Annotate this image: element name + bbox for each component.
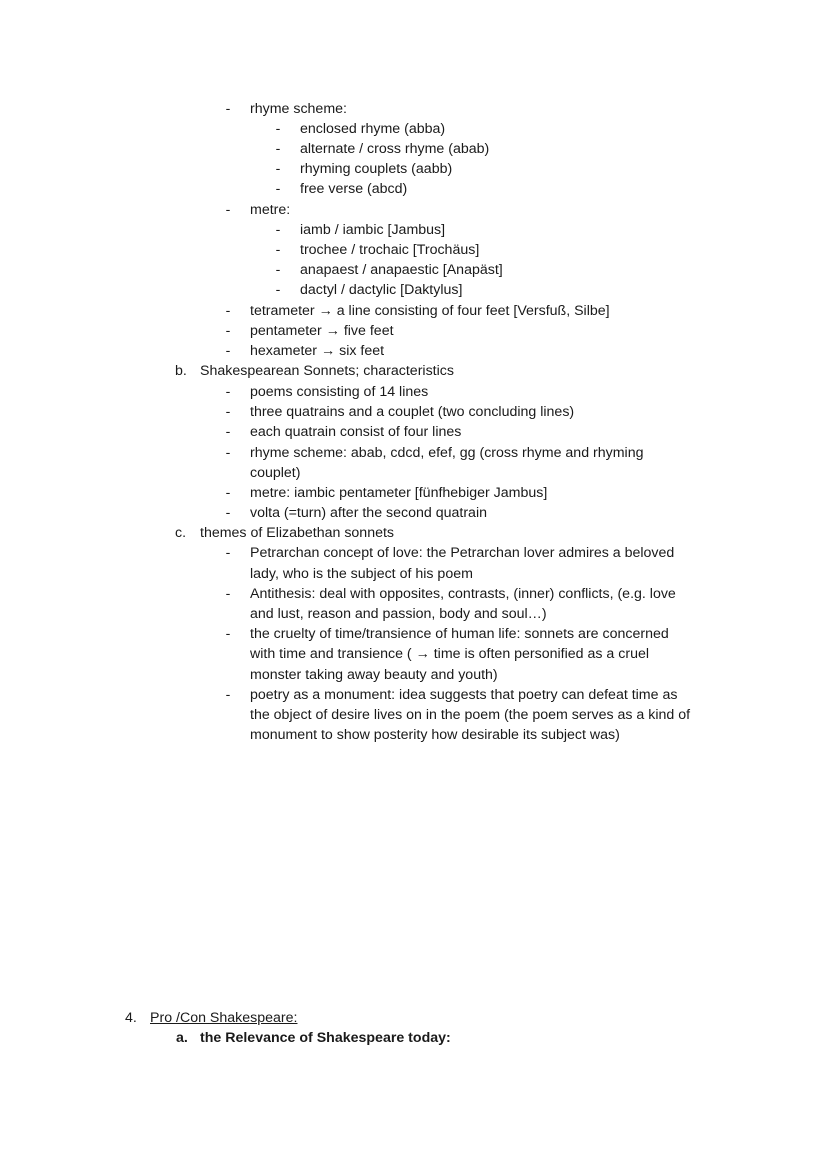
section-b-heading — [0, 361, 828, 381]
bullet-dash: - — [225, 404, 231, 420]
bullet-dash: - — [275, 222, 281, 238]
list-item-text: hexameter → six feet — [250, 343, 385, 359]
sub-list-item — [0, 220, 828, 240]
bullet-dash: - — [275, 161, 281, 177]
list-item-continuation — [0, 644, 828, 664]
list-item — [0, 341, 828, 361]
sub-list-item — [0, 280, 828, 300]
list-item-continuation — [0, 665, 828, 685]
sub-list-item — [0, 260, 828, 280]
list-item-text: dactyl / dactylic [Daktylus] — [300, 282, 463, 298]
list-item — [0, 503, 828, 523]
sub-list-item — [0, 179, 828, 199]
list-item — [0, 443, 828, 463]
bullet-dash: - — [225, 424, 231, 440]
list-item-continuation — [0, 604, 828, 624]
list-marker: 4. — [125, 1010, 137, 1026]
heading-text: Shakespearean Sonnets; characteristics — [200, 363, 454, 379]
list-item-text: anapaest / anapaestic [Anapäst] — [300, 262, 503, 278]
list-item — [0, 543, 828, 563]
list-item-continuation — [0, 725, 828, 745]
list-item-text: iamb / iambic [Jambus] — [300, 222, 446, 238]
list-item-text: metre: iambic pentameter [fünfhebiger Jambus] — [250, 485, 548, 501]
list-item — [0, 584, 828, 604]
list-item-text: lady, who is the subject of his poem — [250, 566, 473, 582]
bullet-dash: - — [275, 282, 281, 298]
list-item — [0, 483, 828, 503]
bullet-dash: - — [225, 384, 231, 400]
bullet-dash: - — [225, 586, 231, 602]
heading-text: the Relevance of Shakespeare today: — [200, 1030, 451, 1046]
list-item — [0, 422, 828, 442]
bullet-dash: - — [225, 687, 231, 703]
list-item-text: enclosed rhyme (abba) — [300, 121, 446, 137]
bullet-dash: - — [275, 242, 281, 258]
bullet-dash: - — [275, 262, 281, 278]
list-item-text: poems consisting of 14 lines — [250, 384, 429, 400]
list-item-text: poetry as a monument: idea suggests that poetry can defeat time as — [250, 687, 678, 703]
section-title: Pro /Con Shakespeare: — [150, 1010, 298, 1026]
list-item-text: and lust, reason and passion, body and soul…) — [250, 606, 547, 622]
sub-list-item — [0, 159, 828, 179]
list-item-text: pentameter → five feet — [250, 323, 394, 339]
list-item-label: metre: — [250, 202, 291, 218]
section-4-heading — [0, 1008, 828, 1028]
list-item-text: alternate / cross rhyme (abab) — [300, 141, 490, 157]
list-item-metre — [0, 200, 828, 220]
list-item — [0, 301, 828, 321]
heading-text: themes of Elizabethan sonnets — [200, 525, 395, 541]
bullet-dash: - — [225, 202, 231, 218]
list-item-text: three quatrains and a couplet (two concluding lines) — [250, 404, 575, 420]
list-item-text: monster taking away beauty and youth) — [250, 667, 498, 683]
section-c-heading — [0, 523, 828, 543]
list-marker: a. — [176, 1030, 188, 1046]
list-item-text: monument to show posterity how desirable its subject was) — [250, 727, 620, 743]
list-item-rhyme-scheme — [0, 99, 828, 119]
sub-list-item — [0, 240, 828, 260]
list-item — [0, 402, 828, 422]
sub-list-item — [0, 139, 828, 159]
list-item-text: Petrarchan concept of love: the Petrarchan lover admires a beloved — [250, 545, 675, 561]
list-item-text: the cruelty of time/transience of human life: sonnets are concerned — [250, 626, 669, 642]
bullet-dash: - — [225, 445, 231, 461]
list-item-text: rhyme scheme: abab, cdcd, efef, gg (cross rhyme and rhyming — [250, 445, 644, 461]
bullet-dash: - — [275, 121, 281, 137]
bullet-dash: - — [275, 141, 281, 157]
list-item-continuation — [0, 705, 828, 725]
list-item-text: couplet) — [250, 465, 301, 481]
list-item-continuation — [0, 564, 828, 584]
bullet-dash: - — [225, 303, 231, 319]
list-item-text: Antithesis: deal with opposites, contrasts, (inner) conflicts, (e.g. love — [250, 586, 676, 602]
list-item-continuation — [0, 463, 828, 483]
list-item — [0, 685, 828, 705]
section-4a-heading — [0, 1028, 828, 1048]
list-item-label: rhyme scheme: — [250, 101, 347, 117]
list-marker: c. — [175, 525, 187, 541]
bullet-dash: - — [225, 101, 231, 117]
bullet-dash: - — [225, 626, 231, 642]
bullet-dash: - — [225, 505, 231, 521]
list-item — [0, 624, 828, 644]
list-item-text: free verse (abcd) — [300, 181, 408, 197]
list-item-text: each quatrain consist of four lines — [250, 424, 462, 440]
list-item — [0, 321, 828, 341]
bullet-dash: - — [275, 181, 281, 197]
list-item-text: rhyming couplets (aabb) — [300, 161, 453, 177]
bullet-dash: - — [225, 545, 231, 561]
bullet-dash: - — [225, 323, 231, 339]
list-item-text: the object of desire lives on in the poem (the poem serves as a kind of — [250, 707, 691, 723]
list-item-text: with time and transience ( → time is often personified as a cruel — [250, 646, 650, 662]
list-item-text: volta (=turn) after the second quatrain — [250, 505, 487, 521]
bullet-dash: - — [225, 343, 231, 359]
list-item — [0, 382, 828, 402]
sub-list-item — [0, 119, 828, 139]
bullet-dash: - — [225, 485, 231, 501]
list-marker: b. — [175, 363, 187, 379]
list-item-text: trochee / trochaic [Trochäus] — [300, 242, 480, 258]
list-item-text: tetrameter → a line consisting of four feet [Versfuß, Silbe] — [250, 303, 610, 319]
